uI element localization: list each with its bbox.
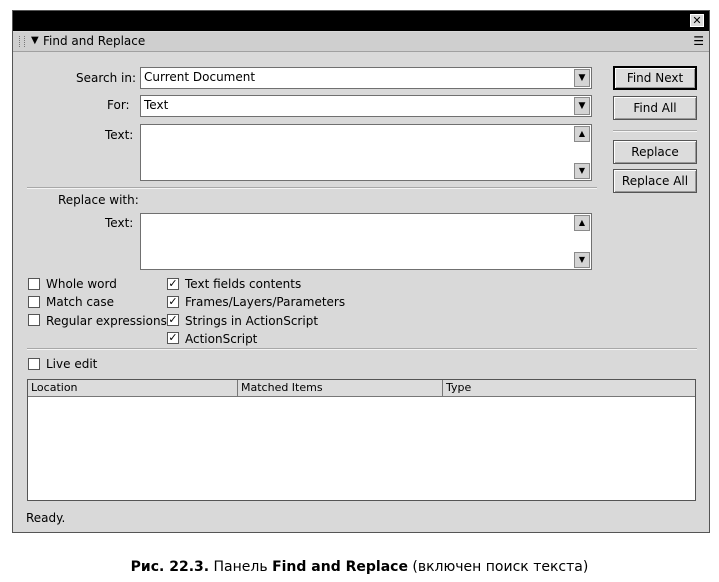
grip-icon[interactable] <box>19 36 25 47</box>
for-select[interactable] <box>140 95 592 117</box>
caption-text-pre: Панель <box>209 559 273 575</box>
live-edit-checkbox[interactable] <box>28 358 40 370</box>
whole-word-checkbox[interactable] <box>28 278 40 290</box>
panel-title: Find and Replace <box>43 34 146 48</box>
regex-label: Regular expressions <box>46 314 167 328</box>
whole-word-label: Whole word <box>46 277 117 291</box>
for-label: For: <box>107 98 130 112</box>
strings-actionscript-checkbox[interactable]: ✓ <box>168 313 178 326</box>
text-fields-label: Text fields contents <box>185 277 302 291</box>
section-divider <box>27 187 597 189</box>
search-in-label: Search in: <box>76 71 137 85</box>
live-edit-label: Live edit <box>46 357 98 371</box>
buttons-divider <box>613 130 697 132</box>
options-divider <box>27 348 697 350</box>
figure-caption <box>0 559 719 575</box>
find-replace-window <box>12 10 710 533</box>
search-in-select[interactable] <box>140 67 592 89</box>
replace-text-input[interactable] <box>140 213 592 270</box>
match-case-label: Match case <box>46 295 115 309</box>
regex-checkbox[interactable] <box>28 314 40 326</box>
collapse-arrow-icon[interactable]: ▼ <box>31 35 39 46</box>
chevron-down-icon[interactable]: ▼ <box>574 97 590 115</box>
find-next-button[interactable]: Find Next <box>613 66 697 90</box>
scroll-up-icon[interactable]: ▲ <box>574 126 590 142</box>
actionscript-checkbox[interactable]: ✓ <box>168 331 178 344</box>
replace-with-heading: Replace with: <box>58 193 139 207</box>
strings-actionscript-label: Strings in ActionScript <box>185 314 319 328</box>
replace-text-label: Text: <box>105 216 134 230</box>
caption-text-post: (включен поиск текста) <box>407 559 589 575</box>
frames-layers-checkbox[interactable]: ✓ <box>168 295 178 308</box>
replace-button[interactable]: Replace <box>613 140 697 164</box>
replace-all-button[interactable]: Replace All <box>613 169 697 193</box>
options-menu-icon[interactable]: ☰ <box>693 34 703 48</box>
search-text-label: Text: <box>105 128 134 142</box>
scroll-down-icon[interactable]: ▼ <box>574 252 590 268</box>
chevron-down-icon[interactable]: ▼ <box>574 69 590 87</box>
caption-figure-number: Рис. 22.3. <box>130 559 210 575</box>
for-value: Text <box>144 98 169 112</box>
match-case-checkbox[interactable] <box>28 296 40 308</box>
window-titlebar <box>13 11 709 31</box>
scroll-up-icon[interactable]: ▲ <box>574 215 590 231</box>
panel-header[interactable] <box>13 32 709 52</box>
close-icon[interactable]: ✕ <box>690 14 704 27</box>
status-text: Ready. <box>26 511 66 525</box>
search-text-input[interactable] <box>140 124 592 181</box>
column-header-type[interactable]: Type <box>443 380 695 397</box>
text-fields-checkbox[interactable]: ✓ <box>168 277 178 290</box>
find-all-button[interactable]: Find All <box>613 96 697 120</box>
caption-panel-name: Find and Replace <box>272 559 408 575</box>
column-header-matched-items[interactable]: Matched Items <box>238 380 443 397</box>
actionscript-label: ActionScript <box>185 332 258 346</box>
scroll-down-icon[interactable]: ▼ <box>574 163 590 179</box>
column-header-location[interactable]: Location <box>28 380 238 397</box>
results-table[interactable] <box>27 379 696 501</box>
frames-layers-label: Frames/Layers/Parameters <box>185 295 346 309</box>
search-in-value: Current Document <box>144 70 256 84</box>
